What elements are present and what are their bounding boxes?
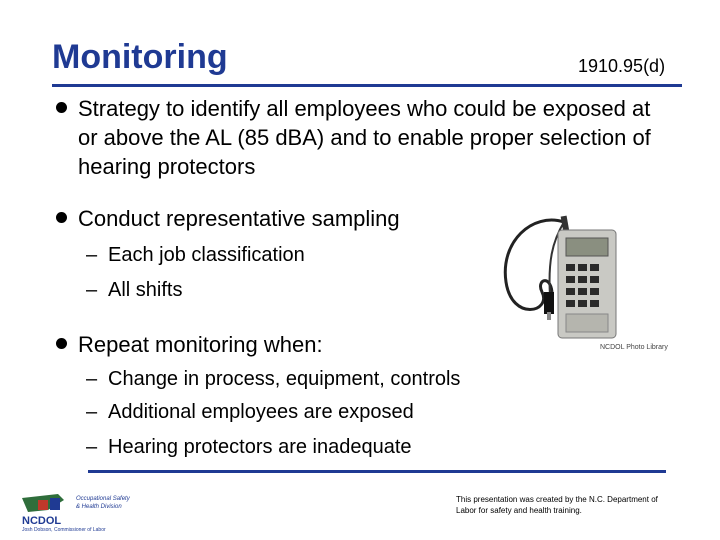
bullet-text: Conduct representative sampling bbox=[78, 206, 400, 231]
sub-bullet-text: All shifts bbox=[108, 279, 183, 301]
sub-bullet-protectors bbox=[86, 435, 412, 459]
footer-note: This presentation was created by the N.C. Department of Labor for safety and health training. bbox=[456, 495, 658, 515]
dash-icon: – bbox=[86, 244, 98, 266]
footer-divider bbox=[88, 470, 666, 473]
dash-icon: – bbox=[86, 436, 98, 458]
slide-title: Monitoring bbox=[52, 38, 228, 76]
dash-icon: – bbox=[86, 279, 98, 301]
bullet-text: Strategy to identify all employees who could be exposed at or above the AL (85 dBA) and to enable proper selection of hearing protectors bbox=[78, 96, 651, 179]
dash-icon: – bbox=[86, 401, 98, 423]
sub-bullet-text: Change in process, equipment, controls bbox=[108, 368, 461, 390]
svg-text:NCDOL: NCDOL bbox=[22, 515, 62, 527]
sub-bullet-shifts bbox=[86, 278, 182, 302]
noise-dosimeter-image bbox=[492, 212, 692, 352]
image-caption: NCDOL Photo Library bbox=[600, 344, 668, 351]
bullet-strategy bbox=[56, 94, 676, 181]
sub-bullet-text: Each job classification bbox=[108, 244, 305, 266]
sub-bullet-text: Additional employees are exposed bbox=[108, 401, 414, 423]
sub-bullet-process bbox=[86, 367, 460, 391]
sub-bullet-text: Hearing protectors are inadequate bbox=[108, 436, 412, 458]
title-divider bbox=[52, 84, 682, 87]
bullet-dot-icon bbox=[56, 338, 67, 349]
svg-text:Occupational Safety: Occupational Safety bbox=[76, 496, 130, 502]
dash-icon: – bbox=[86, 368, 98, 390]
sub-bullet-employees bbox=[86, 400, 414, 424]
ncdol-logo bbox=[18, 488, 148, 532]
svg-text:& Health Division: & Health Division bbox=[76, 504, 122, 510]
bullet-text: Repeat monitoring when: bbox=[78, 332, 323, 357]
svg-text:Josh Dobson, Commissioner of L: Josh Dobson, Commissioner of Labor bbox=[22, 527, 106, 532]
bullet-dot-icon bbox=[56, 212, 67, 223]
sub-bullet-job bbox=[86, 243, 305, 267]
standard-reference: 1910.95(d) bbox=[578, 56, 666, 76]
bullet-dot-icon bbox=[56, 102, 67, 113]
